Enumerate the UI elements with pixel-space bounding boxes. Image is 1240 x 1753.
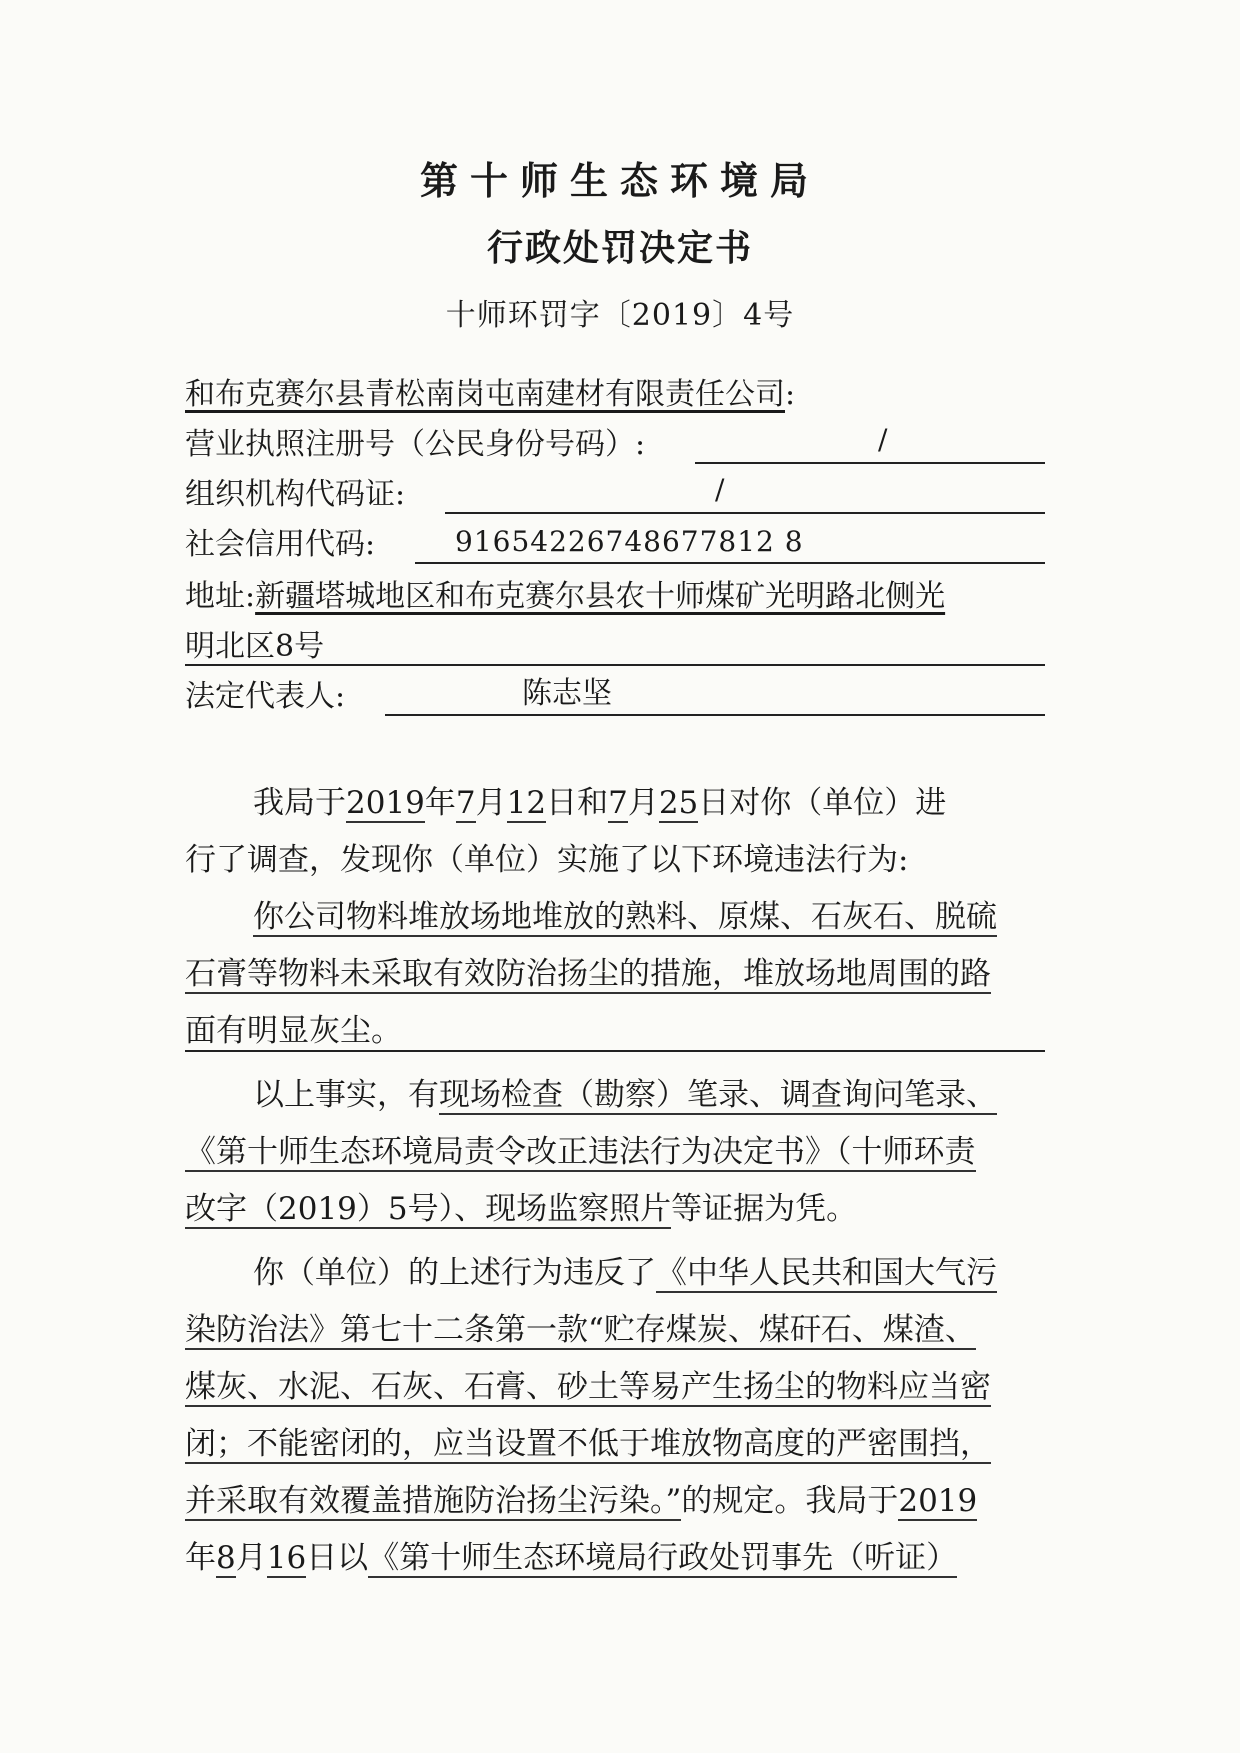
address-underline-2 [185,664,1045,666]
evidence-text: 改字（2019）5号）、现场监察照片 [185,1191,672,1227]
law-line1 [185,1245,1055,1302]
investigation-paragraph-line1 [185,775,1055,832]
violation-line1 [185,889,1055,946]
evidence-line3 [185,1181,1055,1238]
evidence-line1 [185,1067,1055,1124]
document-number: 十师环罚字〔2019〕4号 [445,298,795,333]
investigation-month-1: 7 [455,785,476,821]
notice-line [185,1530,1055,1587]
law-citation: 并采取有效覆盖措施防治扬尘污染。” [185,1483,682,1519]
text: 我局于 [253,785,346,821]
issuing-authority-title: 第十师生态环境局 [419,158,820,203]
address-label: 地址: [185,579,256,614]
document-type-title: 行政处罚决定书 [486,227,753,269]
violation-line2 [185,946,1055,1003]
credit-code-value: 91654226748677812 8 [455,525,804,558]
address-line-1 [185,572,1045,622]
law-line3 [185,1359,1055,1416]
text: 年 [185,1540,216,1576]
law-line2 [185,1302,1055,1359]
legal-rep-label: 法定代表人: [185,679,346,714]
org-code-label: 组织机构代码证: [185,477,406,512]
text: 月 [627,785,659,821]
text: 等证据为凭。 [671,1191,858,1227]
text: 你（单位）的上述行为违反了 [253,1255,656,1291]
text: 以上事实，有 [253,1077,439,1113]
license-label: 营业执照注册号（公民身份号码）: [185,427,646,462]
license-value: / [878,423,888,456]
credit-code-underline [415,562,1045,564]
text: 月 [475,785,507,821]
party-name-suffix: : [785,377,796,412]
law-line5 [185,1473,1055,1530]
investigation-day-1: 12 [506,785,547,821]
text: 日以 [306,1540,369,1576]
legal-rep-underline [385,714,1045,716]
law-citation: 闭；不能密闭的，应当设置不低于堆放物高度的严密围挡， [185,1426,991,1462]
address-value-1: 新疆塔城地区和布克赛尔县农十师煤矿光明路北侧光 [255,579,946,614]
investigation-year: 2019 [346,785,425,821]
investigation-month-2: 7 [608,785,628,821]
law-line4 [185,1416,1055,1473]
violation-text: 你公司物料堆放场地堆放的熟料、原煤、石灰石、脱硫 [253,899,997,935]
notice-year: 2019 [898,1483,978,1519]
violation-underline-3 [185,1050,1045,1052]
org-code-value: / [715,473,725,506]
text: 的规定。我局于 [681,1483,899,1519]
address-value-2: 明北区8号 [185,629,325,664]
org-code-underline [445,512,1045,514]
investigation-paragraph-line2: 行了调查，发现你（单位）实施了以下环境违法行为: [185,842,909,878]
evidence-text: 《第十师生态环境局责令改正违法行为决定书》（十师环责 [185,1134,976,1170]
law-citation: 染防治法》第七十二条第一款“贮存煤炭、煤矸石、煤渣、 [185,1312,976,1348]
text: 年 [424,785,456,821]
text: 月 [235,1540,267,1576]
investigation-day-2: 25 [658,785,699,821]
law-citation: 煤灰、水泥、石灰、石膏、砂土等易产生扬尘的物料应当密 [185,1369,991,1405]
evidence-line2 [185,1124,1055,1181]
party-name: 和布克赛尔县青松南岗屯南建材有限责任公司 [185,377,785,412]
notice-document-title: 《第十师生态环境局行政处罚事先（听证） [368,1540,958,1576]
evidence-text: 现场检查（勘察）笔录、调查询问笔录、 [439,1077,997,1113]
violation-text: 面有明显灰尘。 [185,1013,402,1049]
notice-day: 16 [266,1540,307,1576]
party-name-line [185,370,1045,420]
text: 日对你（单位）进 [698,785,947,821]
credit-code-label: 社会信用代码: [185,527,376,562]
license-underline [695,462,1045,464]
notice-month: 8 [216,1540,236,1576]
violation-text: 石膏等物料未采取有效防治扬尘的措施，堆放场地周围的路 [185,956,991,992]
law-citation: 《中华人民共和国大气污 [656,1255,997,1291]
legal-rep-value: 陈志坚 [522,676,612,711]
text: 日和 [546,785,609,821]
